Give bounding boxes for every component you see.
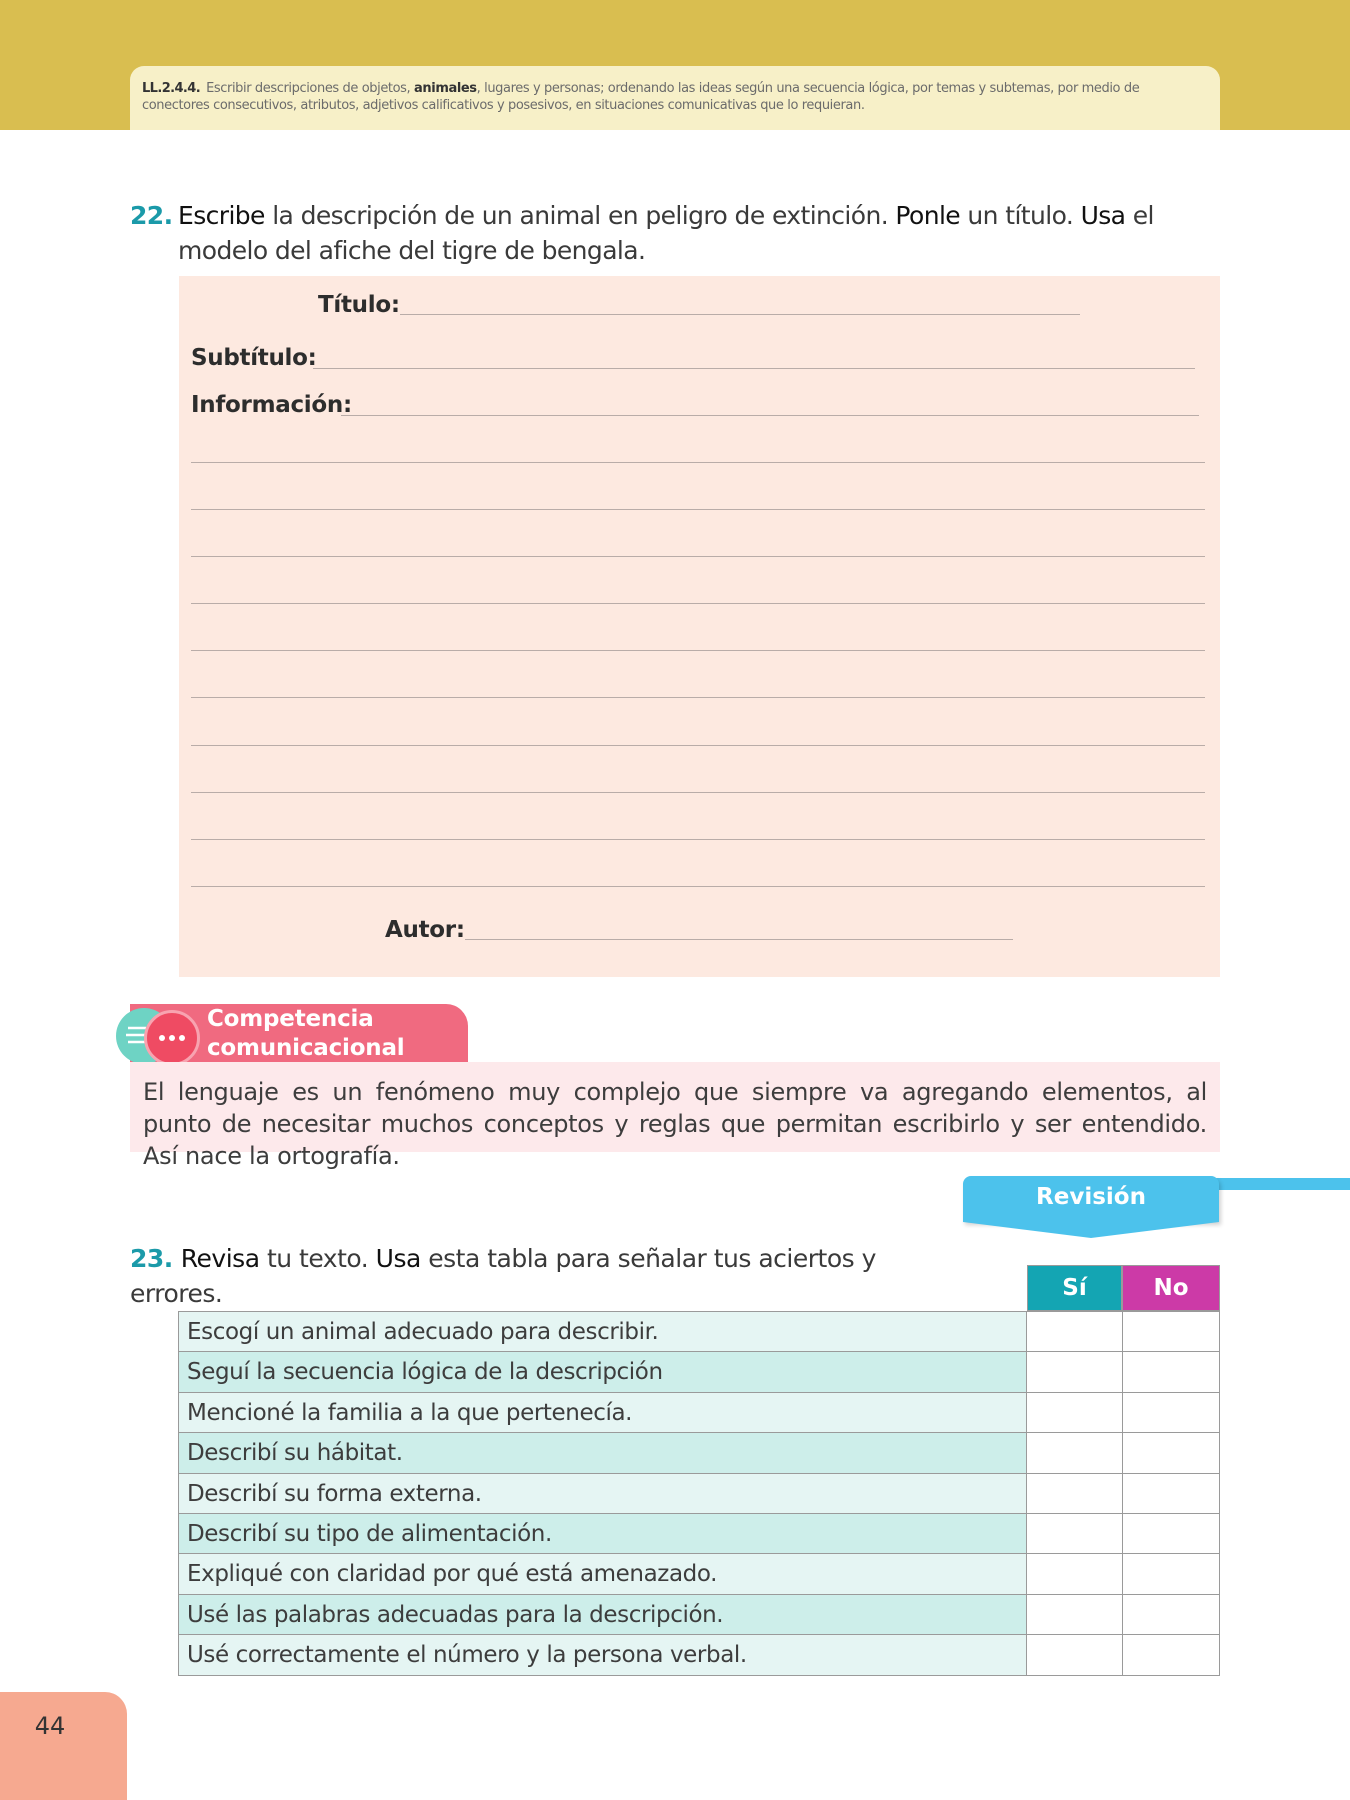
standard-text-before: Escribir descripciones de objetos,: [206, 81, 411, 96]
title-write-line[interactable]: [400, 314, 1080, 315]
checkbox-no[interactable]: [1123, 1554, 1220, 1593]
page-number-tab: [0, 1692, 127, 1800]
checkbox-no[interactable]: [1123, 1433, 1220, 1472]
checkbox-no[interactable]: [1123, 1312, 1220, 1351]
checkbox-no[interactable]: [1123, 1595, 1220, 1634]
column-header-no: No: [1122, 1265, 1220, 1311]
ellipsis-icon: [147, 1013, 197, 1063]
checkbox-si[interactable]: [1027, 1595, 1123, 1634]
criterion-text: Describí su forma externa.: [178, 1474, 1027, 1513]
competencia-title-line1: Competencia: [207, 1006, 374, 1032]
page-number: 44: [34, 1712, 66, 1740]
table-row: [178, 1514, 1220, 1554]
keyword: Revisa: [180, 1244, 260, 1273]
table-row: [178, 1635, 1220, 1675]
writing-line[interactable]: [191, 603, 1205, 604]
checkbox-si[interactable]: [1027, 1554, 1123, 1593]
activity-23-instruction: [130, 1241, 950, 1311]
column-header-si: Sí: [1027, 1265, 1122, 1311]
writing-line[interactable]: [191, 839, 1205, 840]
checkbox-si[interactable]: [1027, 1352, 1123, 1391]
table-row: [178, 1474, 1220, 1514]
criterion-text: Describí su tipo de alimentación.: [178, 1514, 1027, 1553]
writing-line[interactable]: [191, 745, 1205, 746]
criterion-text: Usé las palabras adecuadas para la descripción.: [178, 1595, 1027, 1634]
writing-line[interactable]: [191, 697, 1205, 698]
checkbox-no[interactable]: [1123, 1352, 1220, 1391]
criterion-text: Describí su hábitat.: [178, 1433, 1027, 1472]
instruction-text: tu texto.: [259, 1244, 376, 1273]
writing-area: [179, 276, 1220, 977]
instruction-text: el modelo del afiche del tigre de bengala.: [178, 201, 1154, 265]
checkbox-si[interactable]: [1027, 1514, 1123, 1553]
info-write-line[interactable]: [341, 415, 1199, 416]
standard-text-bold: animales: [414, 81, 477, 96]
revision-table: [178, 1311, 1220, 1676]
info-label: Información:: [191, 392, 352, 418]
skill-standard-box: [130, 66, 1220, 130]
author-label: Autor:: [385, 917, 465, 943]
criterion-text: Expliqué con claridad por qué está amenazado.: [178, 1554, 1027, 1593]
checkbox-si[interactable]: [1027, 1474, 1123, 1513]
instruction-text: la descripción de un animal en peligro de extinción.: [264, 201, 896, 230]
criterion-text: Escogí un animal adecuado para describir.: [178, 1312, 1027, 1351]
keyword: Ponle: [895, 201, 961, 230]
competencia-title: [207, 1005, 467, 1063]
keyword: Escribe: [178, 201, 265, 230]
checkbox-no[interactable]: [1123, 1474, 1220, 1513]
table-row: [178, 1433, 1220, 1473]
checkbox-no[interactable]: [1123, 1514, 1220, 1553]
activity-number: 23.: [130, 1244, 173, 1273]
instruction-text: un título.: [960, 201, 1081, 230]
keyword: Usa: [375, 1244, 421, 1273]
instruction-text: esta tabla para señalar tus aciertos y errores.: [130, 1244, 876, 1308]
standard-text-after: , lugares y personas; ordenando las ideas según una secuencia lógica, por temas y subtemas, por medio de conectores consecutivos, atributos, adjetivos calificativos y posesivos, en situaciones comunicativas que lo requieran.: [142, 81, 1140, 113]
checkbox-si[interactable]: [1027, 1312, 1123, 1351]
activity-number: 22.: [130, 201, 173, 230]
subtitle-label: Subtítulo:: [191, 345, 317, 371]
competencia-body: El lenguaje es un fenómeno muy complejo que siempre va agregando elementos, al punto de necesitar muchos conceptos y reglas que permitan escribirlo y ser entendido. Así nace la ortografía.: [130, 1062, 1220, 1152]
standard-code: LL.2.4.4.: [142, 81, 201, 96]
criterion-text: Mencioné la familia a la que pertenecía.: [178, 1393, 1027, 1432]
checkbox-no[interactable]: [1123, 1635, 1220, 1674]
table-row: [178, 1352, 1220, 1392]
table-row: [178, 1554, 1220, 1594]
title-label: Título:: [318, 292, 400, 318]
writing-line[interactable]: [191, 556, 1205, 557]
checkbox-si[interactable]: [1027, 1635, 1123, 1674]
keyword: Usa: [1080, 201, 1126, 230]
speech-bubble-icon: [144, 1010, 200, 1066]
revision-label: Revisión: [1036, 1184, 1146, 1210]
table-row: [178, 1393, 1220, 1433]
writing-line[interactable]: [191, 792, 1205, 793]
checkbox-si[interactable]: [1027, 1433, 1123, 1472]
writing-line[interactable]: [191, 650, 1205, 651]
subtitle-write-line[interactable]: [313, 368, 1195, 369]
writing-line[interactable]: [191, 462, 1205, 463]
criterion-text: Seguí la secuencia lógica de la descripción: [178, 1352, 1027, 1391]
revision-ribbon-point: [963, 1222, 1219, 1238]
table-row: [178, 1595, 1220, 1635]
author-write-line[interactable]: [465, 939, 1013, 940]
checkbox-si[interactable]: [1027, 1393, 1123, 1432]
writing-line[interactable]: [191, 886, 1205, 887]
activity-22-instruction: [130, 198, 1220, 268]
checkbox-no[interactable]: [1123, 1393, 1220, 1432]
writing-line[interactable]: [191, 509, 1205, 510]
competencia-title-line2: comunicacional: [207, 1035, 405, 1061]
criterion-text: Usé correctamente el número y la persona verbal.: [178, 1635, 1027, 1674]
table-row: [178, 1312, 1220, 1352]
